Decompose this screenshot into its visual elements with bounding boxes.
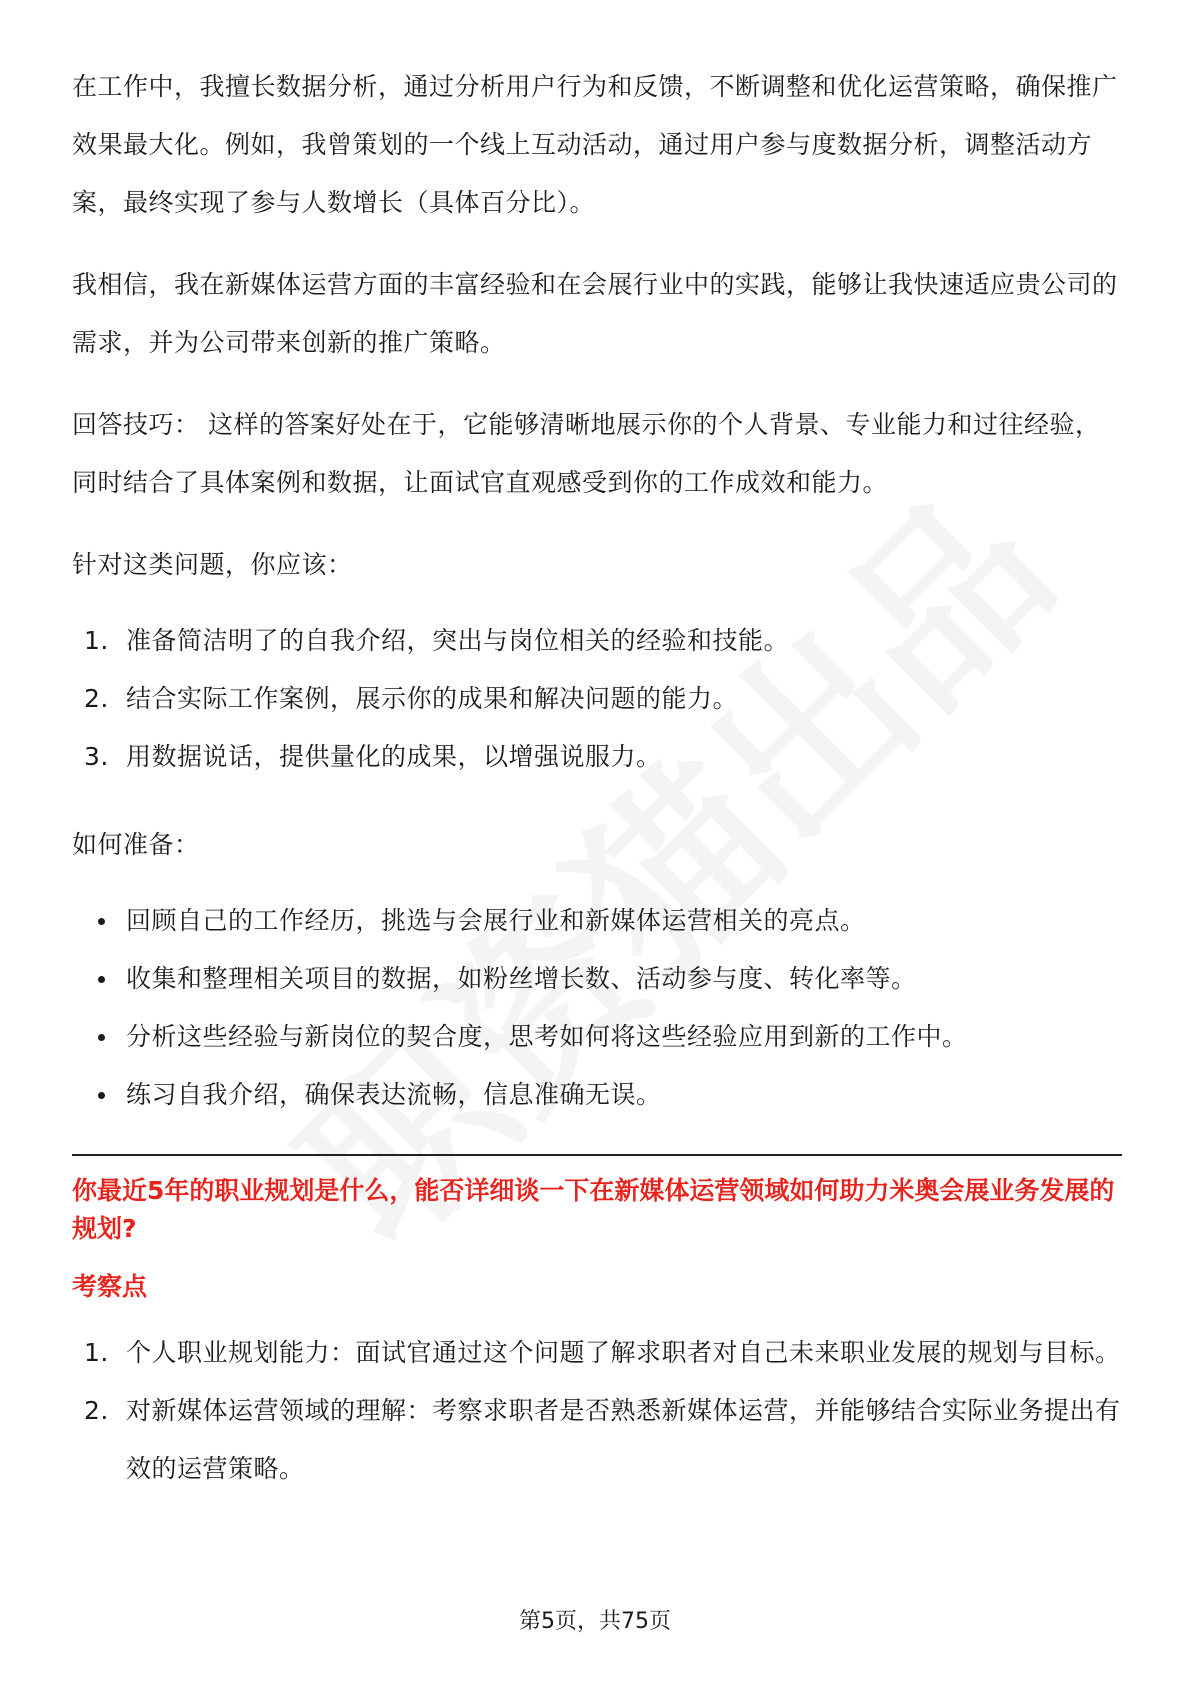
bullet-icon [98, 918, 105, 925]
list-item: 2. 对新媒体运营领域的理解：考察求职者是否熟悉新媒体运营，并能够结合实际业务提出有效的运营策略。 [84, 1396, 1121, 1483]
prepare-list [72, 892, 1122, 1124]
bullet-icon [98, 1092, 105, 1099]
list-item: 1. 个人职业规划能力：面试官通过这个问题了解求职者对自己未来职业发展的规划与目标。 [84, 1338, 1121, 1367]
prepare-heading: 如何准备： [72, 830, 200, 859]
list-item: 分析这些经验与新岗位的契合度，思考如何将这些经验应用到新的工作中。 [72, 1008, 1122, 1066]
paragraph-data-analysis: 在工作中，我擅长数据分析，通过分析用户行为和反馈，不断调整和优化运营策略，确保推广效果最大化。例如，我曾策划的一个线上互动活动，通过用户参与度数据分析，调整活动方案，最终实现了参与人数增长（具体百分比）。 [72, 72, 1118, 217]
list-item: 收集和整理相关项目的数据，如粉丝增长数、活动参与度、转化率等。 [72, 950, 1122, 1008]
bullet-icon [98, 1034, 105, 1041]
should-list [72, 612, 1122, 786]
focus-list [72, 1324, 1122, 1498]
list-item: 1. 准备简洁明了的自我介绍，突出与岗位相关的经验和技能。 [84, 626, 790, 655]
list-item: 3. 用数据说话，提供量化的成果，以增强说服力。 [84, 742, 662, 771]
page-footer: 第5页，共75页 [519, 1609, 671, 1634]
list-item: 回顾自己的工作经历，挑选与会展行业和新媒体运营相关的亮点。 [72, 892, 1122, 950]
page-content [72, 58, 1122, 1528]
list-item: 练习自我介绍，确保表达流畅，信息准确无误。 [72, 1066, 1122, 1124]
bullet-icon [98, 976, 105, 983]
list-item: 2. 结合实际工作案例，展示你的成果和解决问题的能力。 [84, 684, 739, 713]
focus-label: 考察点 [72, 1272, 148, 1301]
section-divider [72, 1154, 1122, 1156]
paragraph-belief: 我相信，我在新媒体运营方面的丰富经验和在会展行业中的实践，能够让我快速适应贵公司的需求，并为公司带来创新的推广策略。 [72, 270, 1118, 357]
paragraph-answer-tips: 回答技巧： 这样的答案好处在于，它能够清晰地展示你的个人背景、专业能力和过往经验，同时结合了具体案例和数据，让面试官直观感受到你的工作成效和能力。 [72, 410, 1101, 497]
paragraph-should-heading: 针对这类问题，你应该： [72, 550, 353, 579]
question-heading: 你最近5年的职业规划是什么，能否详细谈一下在新媒体运营领域如何助力米奥会展业务发展的规划? [72, 1176, 1115, 1243]
